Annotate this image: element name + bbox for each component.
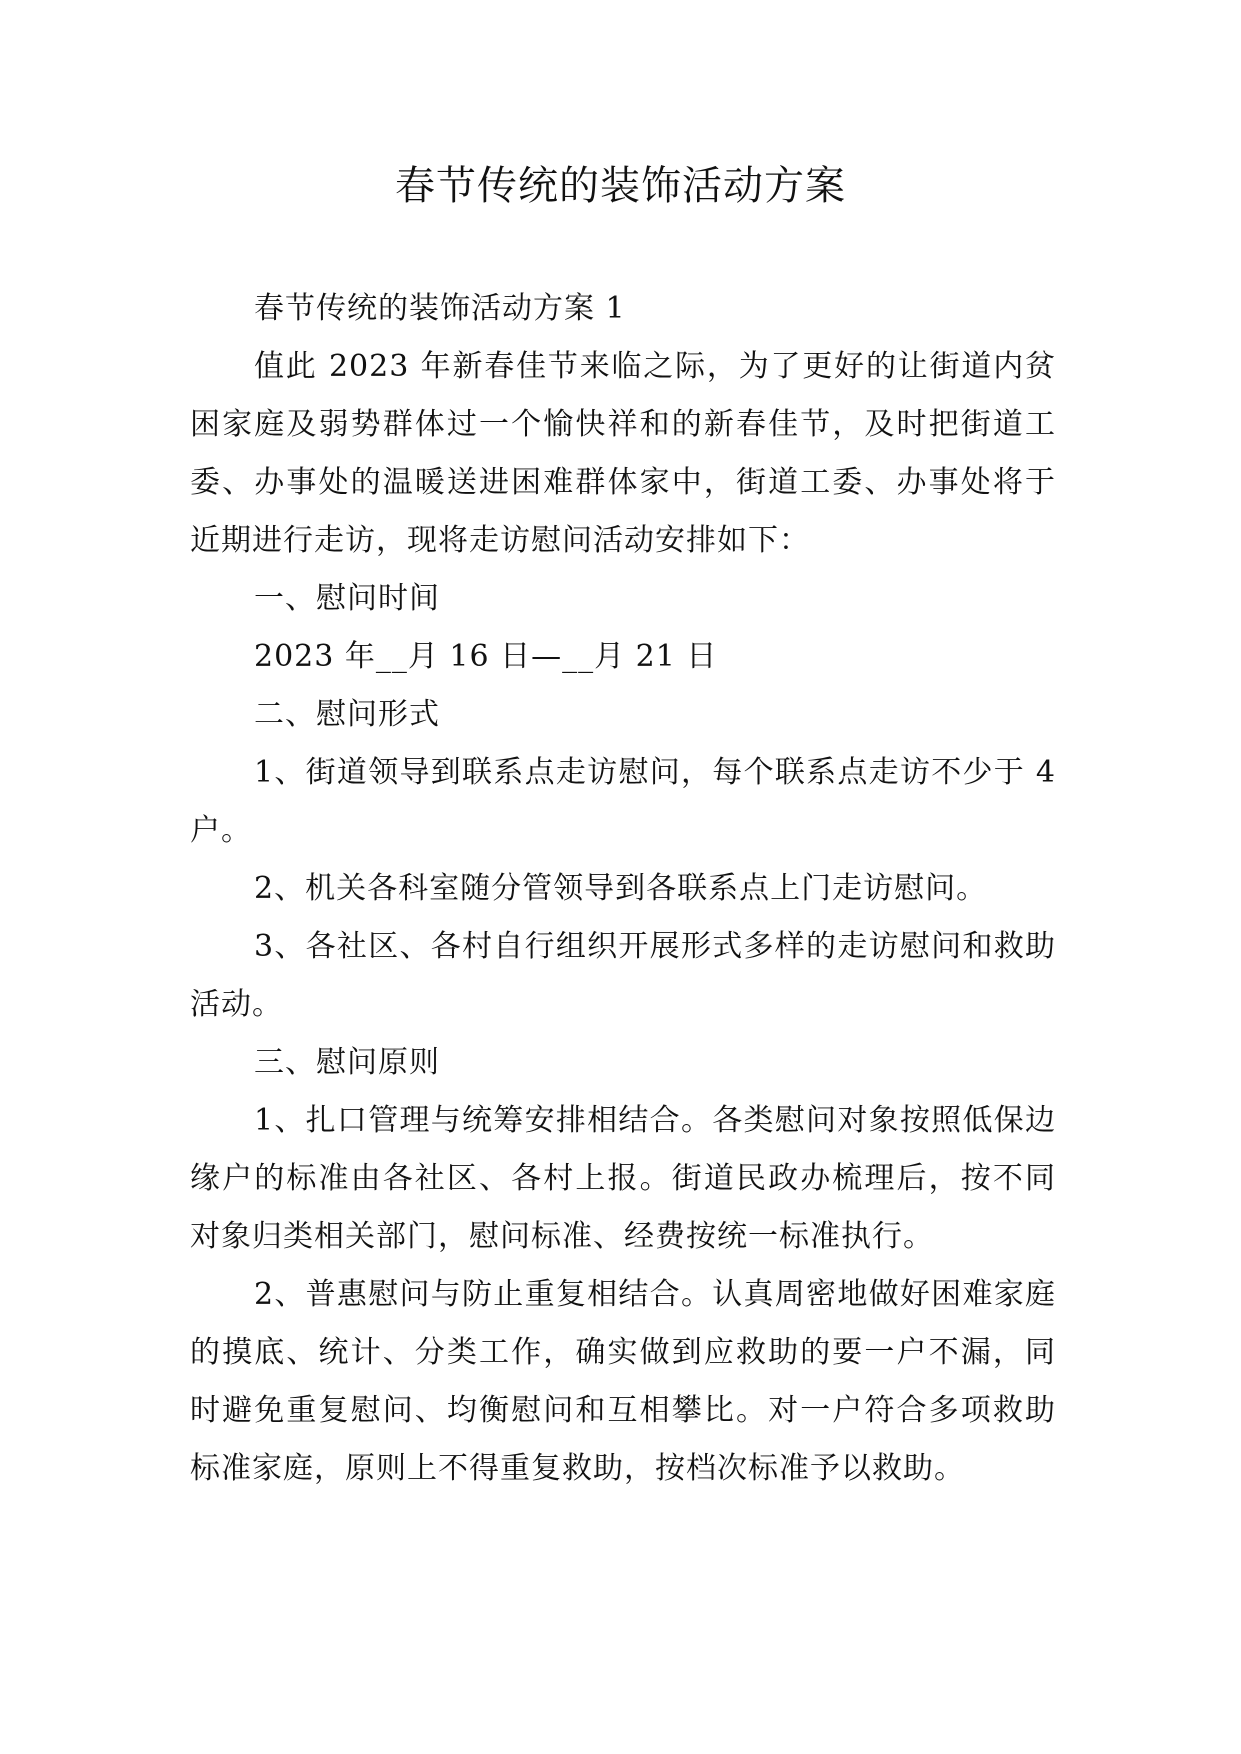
form-item-1: 1、街道领导到联系点走访慰问，每个联系点走访不少于 4 户。: [190, 755, 1056, 848]
intro-paragraph: 值此 2023 年新春佳节来临之际，为了更好的让街道内贫困家庭及弱势群体过一个愉快祥和的新春佳节，及时把街道工委、办事处的温暖送进困难群体家中，街道工委、办事处将于近期进行走访，现将走访慰问活动安排如下：: [190, 349, 1056, 558]
form-item-3: 3、各社区、各村自行组织开展形式多样的走访慰问和救助活动。: [190, 929, 1056, 1022]
heading-time: 一、慰问时间: [254, 581, 440, 616]
heading-principle: 三、慰问原则: [254, 1045, 440, 1080]
document-title: 春节传统的装饰活动方案: [395, 163, 846, 209]
time-range: 2023 年__月 16 日—__月 21 日: [254, 639, 718, 674]
form-item-2: 2、机关各科室随分管领导到各联系点上门走访慰问。: [254, 871, 988, 906]
document-body: [190, 280, 1056, 1498]
principle-item-2: 2、普惠慰问与防止重复相结合。认真周密地做好困难家庭的摸底、统计、分类工作，确实做到应救助的要一户不漏，同时避免重复慰问、均衡慰问和互相攀比。对一户符合多项救助标准家庭，原则上不得重复救助，按档次标准予以救助。: [190, 1277, 1056, 1486]
principle-item-1: 1、扎口管理与统筹安排相结合。各类慰问对象按照低保边缘户的标准由各社区、各村上报。街道民政办梳理后，按不同对象归类相关部门，慰问标准、经费按统一标准执行。: [190, 1103, 1056, 1254]
section-heading: 春节传统的装饰活动方案 1: [254, 291, 626, 326]
heading-form: 二、慰问形式: [254, 697, 440, 732]
